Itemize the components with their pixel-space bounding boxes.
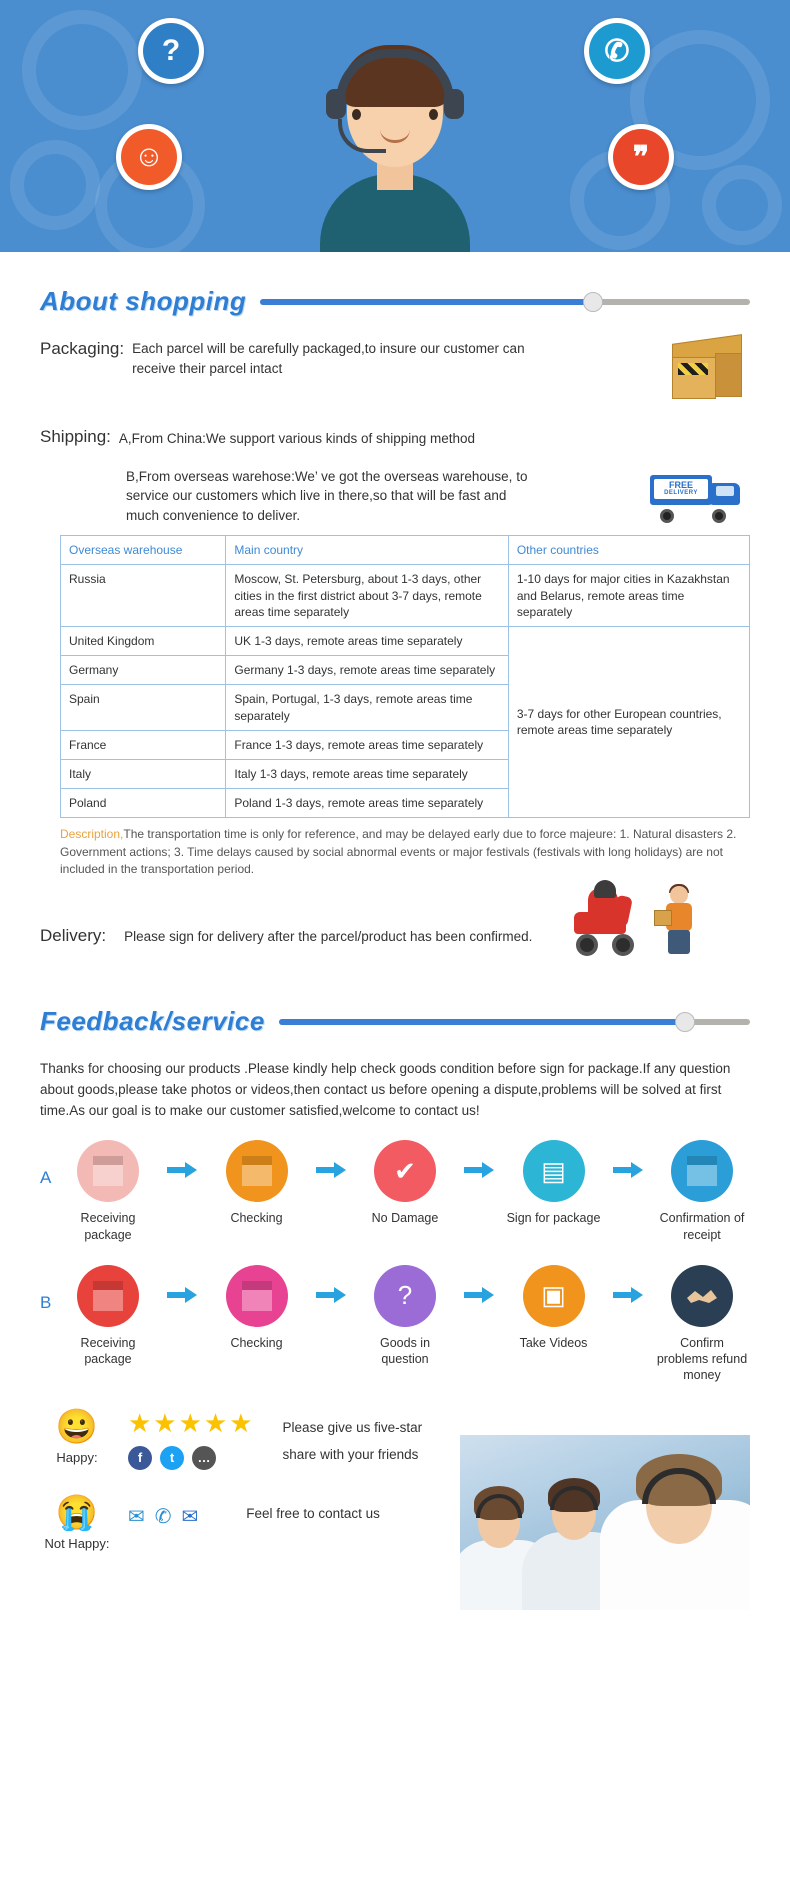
smiley-icon: ☺ xyxy=(121,129,177,185)
gear-decor-icon xyxy=(702,165,782,245)
transport-description xyxy=(60,826,750,878)
chat-bubble xyxy=(608,124,674,190)
table-row xyxy=(61,565,750,627)
five-star-text-line1: Please give us five-star xyxy=(282,1419,423,1435)
hero-banner xyxy=(0,0,790,252)
section-title-about: About shopping xyxy=(40,286,247,316)
flow-step xyxy=(209,1140,305,1226)
table-row xyxy=(61,627,750,656)
delivery-rider-icon xyxy=(574,886,714,962)
cell-other-merged: 3-7 days for other European countries, remote areas time separately xyxy=(508,627,749,818)
flow-b-letter: B xyxy=(40,1292,52,1312)
flow-step-label: Receiving package xyxy=(80,1211,136,1242)
clipboard-icon: ▤ xyxy=(523,1140,585,1202)
delivery-label: Delivery: xyxy=(40,926,107,946)
cell-warehouse: Germany xyxy=(61,656,226,685)
flow-step-label: Confirmation of receipt xyxy=(659,1211,745,1242)
crying-face-icon: 😭 xyxy=(55,1493,99,1532)
arrow-icon xyxy=(462,1265,496,1303)
flow-step xyxy=(506,1265,602,1351)
feedback-progress-track xyxy=(279,1019,750,1025)
message-icon[interactable]: ✉ xyxy=(128,1505,145,1528)
facebook-icon[interactable]: f xyxy=(128,1446,152,1470)
arrow-icon xyxy=(165,1140,199,1178)
cell-main: Poland 1-3 days, remote areas time separately xyxy=(226,789,508,818)
smiley-bubble xyxy=(116,124,182,190)
cell-other: 1-10 days for major cities in Kazakhstan and Belarus, remote areas time separately xyxy=(508,565,749,627)
shipping-china-text: A,From China:We support various kinds of shipping method xyxy=(118,431,476,446)
table-header-main-country: Main country xyxy=(226,536,508,565)
packaging-text: Each parcel will be carefully packaged,to insure our customer can receive their parcel intact xyxy=(132,341,525,376)
cell-main: Spain, Portugal, 1-3 days, remote areas time separately xyxy=(226,685,508,730)
cell-warehouse: Spain xyxy=(61,685,226,730)
flow-step xyxy=(60,1140,156,1243)
flow-step-label: No Damage xyxy=(371,1211,439,1226)
table-header-warehouse: Overseas warehouse xyxy=(61,536,226,565)
free-delivery-line2: DELIVERY xyxy=(664,490,698,497)
flow-a xyxy=(40,1140,750,1243)
flow-step xyxy=(357,1265,453,1368)
flow-step-label: Goods in question xyxy=(379,1335,431,1366)
feedback-header xyxy=(40,1006,750,1037)
package-icon xyxy=(77,1140,139,1202)
delivery-block xyxy=(40,908,750,964)
question-icon: ? xyxy=(374,1265,436,1327)
about-progress-knob xyxy=(583,292,603,312)
contact-section xyxy=(40,1407,750,1610)
about-progress-track xyxy=(260,299,750,305)
support-agent-illustration xyxy=(310,37,480,252)
happy-label: Happy: xyxy=(56,1449,98,1465)
cell-warehouse: France xyxy=(61,730,226,759)
flow-step xyxy=(209,1265,305,1351)
flow-step-label: Sign for package xyxy=(506,1211,601,1226)
flow-step-label: Take Videos xyxy=(519,1335,588,1350)
delivered-box-icon xyxy=(671,1140,733,1202)
shipping-block xyxy=(40,427,750,525)
cell-warehouse: United Kingdom xyxy=(61,627,226,656)
phone-icon[interactable]: ✆ xyxy=(154,1505,172,1528)
packaging-label: Packaging: xyxy=(40,339,125,358)
phone-bubble xyxy=(584,18,650,84)
arrow-icon xyxy=(462,1140,496,1178)
flow-step xyxy=(506,1140,602,1226)
cell-main: Italy 1-3 days, remote areas time separately xyxy=(226,759,508,788)
cell-warehouse: Poland xyxy=(61,789,226,818)
email-icon[interactable]: ✉ xyxy=(181,1505,199,1528)
arrow-icon xyxy=(165,1265,199,1303)
gear-decor-icon xyxy=(10,140,100,230)
more-icon[interactable]: … xyxy=(192,1446,216,1470)
happy-face-icon: 😀 xyxy=(55,1407,99,1446)
shipping-label: Shipping: xyxy=(40,427,111,446)
handshake-icon xyxy=(671,1265,733,1327)
feedback-intro-text: Thanks for choosing our products .Please kindly help check goods condition before sign for package.If any question about goods,please take photos or videos,then contact us before opening a dispute,problems will be solved at first time.As our goal is to make our customer satisfied,welcome to contact us! xyxy=(40,1061,731,1119)
shipping-overseas-text: B,From overseas warehose:We’ ve got the overseas warehouse, to service our customers which live in there,so that will be fast and much convenience to deliver. xyxy=(126,468,528,523)
star-rating: ★★★★★ xyxy=(128,1407,255,1438)
cell-main: Germany 1-3 days, remote areas time separately xyxy=(226,656,508,685)
package-box-icon xyxy=(664,333,750,405)
table-header-other-countries: Other countries xyxy=(508,536,749,565)
flow-step-label: Confirm problems refund money xyxy=(656,1335,748,1383)
description-text: The transportation time is only for reference, and may be delayed early due to force majeure: 1. Natural disasters 2. Government actions; 3. Time delays caused by social abnormal events or major festivals (festivals with long holidays) are not included in the transportation period. xyxy=(60,827,737,877)
arrow-icon xyxy=(611,1265,645,1303)
cell-main: UK 1-3 days, remote areas time separately xyxy=(226,627,508,656)
table-header-row xyxy=(61,536,750,565)
arrow-icon xyxy=(314,1265,348,1303)
camera-icon: ▣ xyxy=(523,1265,585,1327)
flow-step xyxy=(654,1265,750,1384)
check-icon: ✔ xyxy=(374,1140,436,1202)
free-delivery-truck-icon xyxy=(650,467,750,525)
gear-decor-icon xyxy=(22,10,142,130)
flow-b xyxy=(40,1265,750,1384)
phone-icon: ✆ xyxy=(589,23,645,79)
shipping-time-table xyxy=(60,535,750,818)
twitter-icon[interactable]: t xyxy=(160,1446,184,1470)
description-lead: Description, xyxy=(60,827,124,842)
question-icon: ? xyxy=(143,23,199,79)
open-box-icon xyxy=(226,1265,288,1327)
support-team-photo xyxy=(460,1435,750,1610)
contact-text: Feel free to contact us xyxy=(246,1505,380,1521)
section-title-feedback: Feedback/service xyxy=(40,1006,265,1037)
feedback-progress-knob xyxy=(675,1012,695,1032)
packaging-block xyxy=(40,339,750,405)
flow-step xyxy=(357,1140,453,1226)
arrow-icon xyxy=(611,1140,645,1178)
delivery-text: Please sign for delivery after the parcel/product has been confirmed. xyxy=(124,928,533,944)
flow-step xyxy=(654,1140,750,1243)
cell-main: France 1-3 days, remote areas time separately xyxy=(226,730,508,759)
flow-step xyxy=(60,1265,156,1368)
flow-a-letter: A xyxy=(40,1168,52,1188)
arrow-icon xyxy=(314,1140,348,1178)
cell-warehouse: Russia xyxy=(61,565,226,627)
cell-warehouse: Italy xyxy=(61,759,226,788)
about-shopping-header xyxy=(40,286,750,317)
chat-icon: ❞ xyxy=(613,129,669,185)
flow-step-label: Checking xyxy=(230,1211,283,1226)
free-delivery-line1: FREE xyxy=(668,480,693,491)
open-box-icon xyxy=(226,1140,288,1202)
flow-step-label: Receiving package xyxy=(80,1335,136,1366)
not-happy-label: Not Happy: xyxy=(44,1535,110,1551)
content-area xyxy=(0,286,790,1620)
question-bubble xyxy=(138,18,204,84)
flow-step-label: Checking xyxy=(230,1335,283,1350)
package-icon xyxy=(77,1265,139,1327)
cell-main: Moscow, St. Petersburg, about 1-3 days, other cities in the first district about 3-7 days, remote areas time separately xyxy=(226,565,508,627)
five-star-text-line2: share with your friends xyxy=(282,1446,419,1462)
